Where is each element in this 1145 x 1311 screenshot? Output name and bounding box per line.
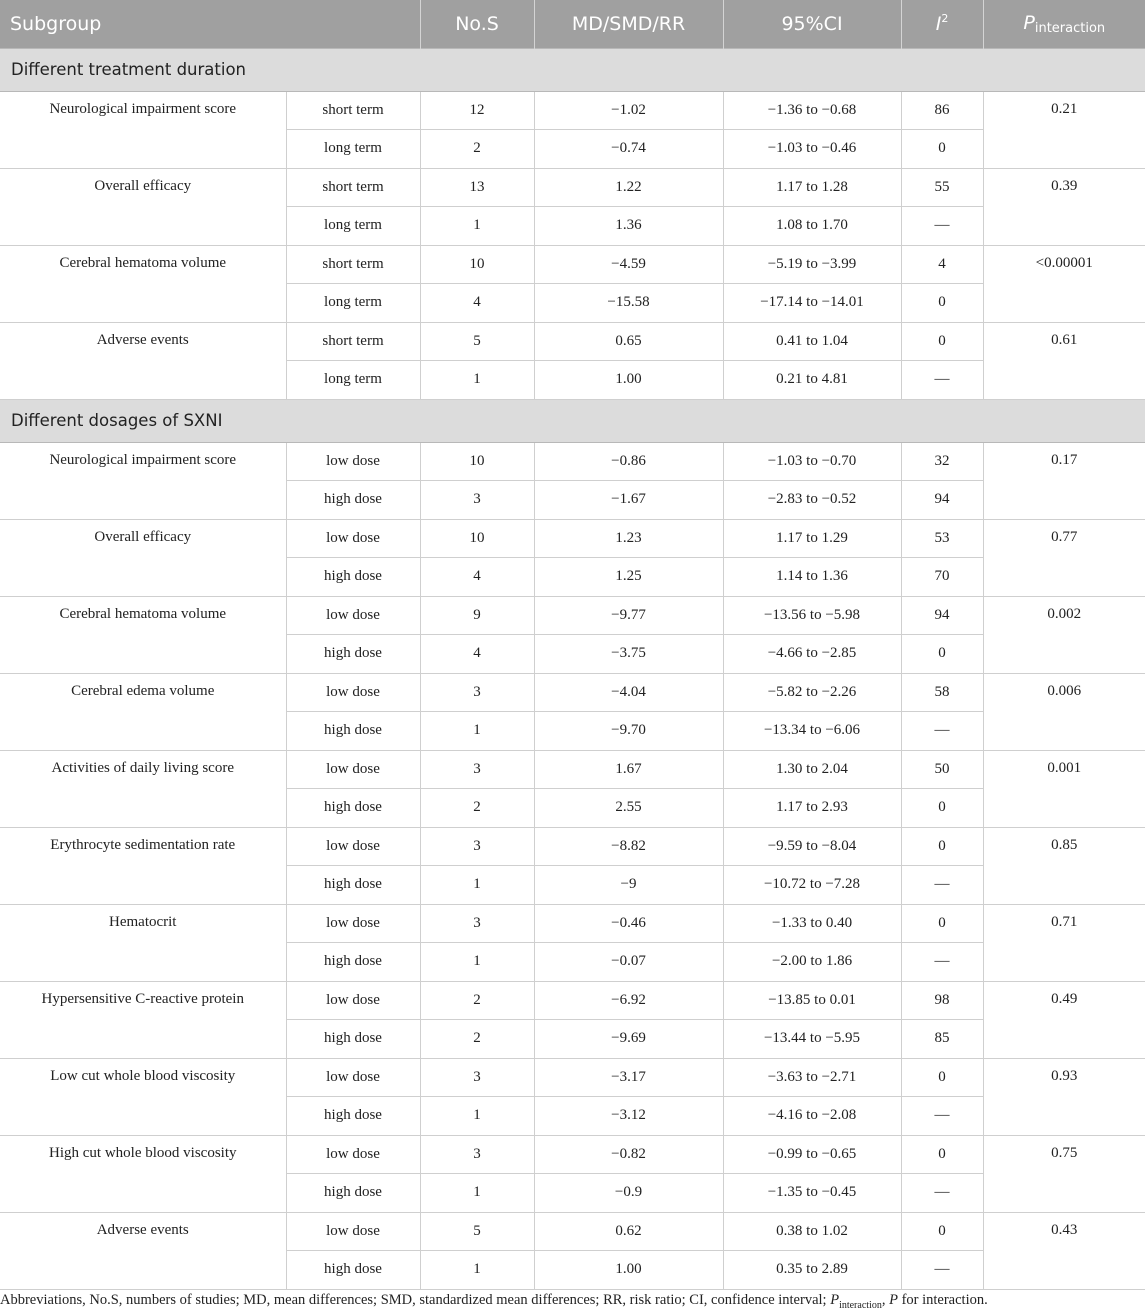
subgroup-cell: high dose bbox=[286, 481, 420, 520]
i-squared-cell: — bbox=[901, 1174, 983, 1213]
effect-size-cell: −6.92 bbox=[534, 981, 723, 1020]
header-confidence-interval: 95%CI bbox=[723, 0, 901, 48]
outcome-cell: Cerebral hematoma volume bbox=[0, 596, 286, 673]
study-count-cell: 1 bbox=[420, 1174, 534, 1213]
subgroup-cell: high dose bbox=[286, 866, 420, 905]
effect-size-cell: −0.74 bbox=[534, 130, 723, 169]
study-count-cell: 3 bbox=[420, 904, 534, 943]
i-squared-cell: 4 bbox=[901, 245, 983, 284]
effect-size-cell: −9.70 bbox=[534, 712, 723, 751]
effect-size-cell: 1.25 bbox=[534, 558, 723, 597]
i-squared-cell: 0 bbox=[901, 322, 983, 361]
header-p-interaction bbox=[983, 0, 1145, 48]
effect-size-cell: −0.86 bbox=[534, 442, 723, 481]
table-row bbox=[0, 1135, 1145, 1174]
outcome-cell: Neurological impairment score bbox=[0, 91, 286, 168]
ci-cell: −4.66 to −2.85 bbox=[723, 635, 901, 674]
outcome-cell: Hematocrit bbox=[0, 904, 286, 981]
table-row bbox=[0, 245, 1145, 284]
ci-cell: −13.34 to −6.06 bbox=[723, 712, 901, 751]
ci-cell: 1.17 to 2.93 bbox=[723, 789, 901, 828]
p-interaction-cell: 0.43 bbox=[983, 1212, 1145, 1289]
outcome-cell: Erythrocyte sedimentation rate bbox=[0, 827, 286, 904]
i-squared-cell: 32 bbox=[901, 442, 983, 481]
subgroup-cell: long term bbox=[286, 361, 420, 400]
effect-size-cell: 1.67 bbox=[534, 750, 723, 789]
p-symbol: P bbox=[1023, 11, 1035, 34]
i-squared-cell: — bbox=[901, 361, 983, 400]
study-count-cell: 5 bbox=[420, 1212, 534, 1251]
subgroup-cell: short term bbox=[286, 322, 420, 361]
table-row bbox=[0, 981, 1145, 1020]
outcome-cell: Hypersensitive C-reactive protein bbox=[0, 981, 286, 1058]
effect-size-cell: 1.23 bbox=[534, 519, 723, 558]
subgroup-cell: short term bbox=[286, 245, 420, 284]
i-squared-cell: 0 bbox=[901, 904, 983, 943]
i-squared-cell: 94 bbox=[901, 481, 983, 520]
study-count-cell: 4 bbox=[420, 284, 534, 323]
effect-size-cell: −1.02 bbox=[534, 91, 723, 130]
i-squared-cell: 55 bbox=[901, 168, 983, 207]
study-count-cell: 3 bbox=[420, 673, 534, 712]
effect-size-cell: 0.65 bbox=[534, 322, 723, 361]
study-count-cell: 1 bbox=[420, 361, 534, 400]
ci-cell: −4.16 to −2.08 bbox=[723, 1097, 901, 1136]
study-count-cell: 12 bbox=[420, 91, 534, 130]
effect-size-cell: 1.36 bbox=[534, 207, 723, 246]
table-row bbox=[0, 442, 1145, 481]
footnote-abbreviations: Abbreviations, No.S, numbers of studies; MD, mean differences; SMD, standardized mean differences; RR, risk ratio; CI, confidence interval; bbox=[0, 1292, 831, 1308]
study-count-cell: 1 bbox=[420, 712, 534, 751]
ci-cell: 1.08 to 1.70 bbox=[723, 207, 901, 246]
p-interaction-cell: 0.71 bbox=[983, 904, 1145, 981]
subgroup-cell: low dose bbox=[286, 519, 420, 558]
i-squared-cell: — bbox=[901, 207, 983, 246]
i-squared-cell: 85 bbox=[901, 1020, 983, 1059]
table-row bbox=[0, 904, 1145, 943]
header-row bbox=[0, 0, 1145, 48]
effect-size-cell: −9.77 bbox=[534, 596, 723, 635]
effect-size-cell: −15.58 bbox=[534, 284, 723, 323]
ci-cell: −5.82 to −2.26 bbox=[723, 673, 901, 712]
p-interaction-cell: 0.17 bbox=[983, 442, 1145, 519]
section-title: Different treatment duration bbox=[0, 48, 1145, 91]
subgroup-cell: high dose bbox=[286, 1174, 420, 1213]
i-squared-cell: 0 bbox=[901, 1212, 983, 1251]
study-count-cell: 1 bbox=[420, 943, 534, 982]
i-squared-exponent: 2 bbox=[941, 12, 949, 26]
study-count-cell: 10 bbox=[420, 442, 534, 481]
study-count-cell: 10 bbox=[420, 245, 534, 284]
study-count-cell: 4 bbox=[420, 558, 534, 597]
table-row bbox=[0, 1058, 1145, 1097]
outcome-cell: Adverse events bbox=[0, 322, 286, 399]
effect-size-cell: −8.82 bbox=[534, 827, 723, 866]
subgroup-cell: low dose bbox=[286, 981, 420, 1020]
subgroup-cell: high dose bbox=[286, 943, 420, 982]
i-squared-cell: 98 bbox=[901, 981, 983, 1020]
ci-cell: −2.83 to −0.52 bbox=[723, 481, 901, 520]
i-squared-cell: — bbox=[901, 943, 983, 982]
section-header-row bbox=[0, 48, 1145, 91]
study-count-cell: 1 bbox=[420, 1097, 534, 1136]
effect-size-cell: −3.17 bbox=[534, 1058, 723, 1097]
p-interaction-cell: 0.21 bbox=[983, 91, 1145, 168]
study-count-cell: 13 bbox=[420, 168, 534, 207]
section-title: Different dosages of SXNI bbox=[0, 399, 1145, 442]
subgroup-cell: high dose bbox=[286, 635, 420, 674]
i-squared-cell: 53 bbox=[901, 519, 983, 558]
ci-cell: −3.63 to −2.71 bbox=[723, 1058, 901, 1097]
study-count-cell: 3 bbox=[420, 750, 534, 789]
effect-size-cell: 1.00 bbox=[534, 1251, 723, 1290]
header-effect-size: MD/SMD/RR bbox=[534, 0, 723, 48]
effect-size-cell: −3.75 bbox=[534, 635, 723, 674]
ci-cell: 1.17 to 1.29 bbox=[723, 519, 901, 558]
subgroup-cell: low dose bbox=[286, 1212, 420, 1251]
study-count-cell: 1 bbox=[420, 866, 534, 905]
ci-cell: −13.44 to −5.95 bbox=[723, 1020, 901, 1059]
subgroup-cell: low dose bbox=[286, 904, 420, 943]
p-interaction-cell: 0.001 bbox=[983, 750, 1145, 827]
table-row bbox=[0, 827, 1145, 866]
effect-size-cell: −3.12 bbox=[534, 1097, 723, 1136]
effect-size-cell: 1.00 bbox=[534, 361, 723, 400]
effect-size-cell: 0.62 bbox=[534, 1212, 723, 1251]
p-subscript: interaction bbox=[1034, 20, 1106, 36]
subgroup-cell: low dose bbox=[286, 673, 420, 712]
p-interaction-cell: 0.61 bbox=[983, 322, 1145, 399]
effect-size-cell: −4.04 bbox=[534, 673, 723, 712]
subgroup-cell: high dose bbox=[286, 1020, 420, 1059]
ci-cell: −13.56 to −5.98 bbox=[723, 596, 901, 635]
p-interaction-cell: 0.006 bbox=[983, 673, 1145, 750]
table-row bbox=[0, 1212, 1145, 1251]
i-squared-cell: — bbox=[901, 712, 983, 751]
p-interaction-cell: 0.39 bbox=[983, 168, 1145, 245]
study-count-cell: 5 bbox=[420, 322, 534, 361]
effect-size-cell: −0.9 bbox=[534, 1174, 723, 1213]
effect-size-cell: −0.07 bbox=[534, 943, 723, 982]
table-footnote bbox=[0, 1292, 988, 1311]
subgroup-cell: low dose bbox=[286, 1058, 420, 1097]
i-squared-cell: — bbox=[901, 1251, 983, 1290]
subgroup-cell: short term bbox=[286, 91, 420, 130]
footnote-p-subscript: interaction bbox=[839, 1299, 882, 1311]
i-squared-cell: 0 bbox=[901, 1058, 983, 1097]
header-subgroup: Subgroup bbox=[0, 0, 420, 48]
subgroup-cell: high dose bbox=[286, 1097, 420, 1136]
outcome-cell: Neurological impairment score bbox=[0, 442, 286, 519]
i-squared-cell: 0 bbox=[901, 635, 983, 674]
study-count-cell: 2 bbox=[420, 789, 534, 828]
i-squared-cell: — bbox=[901, 1097, 983, 1136]
ci-cell: −1.03 to −0.70 bbox=[723, 442, 901, 481]
ci-cell: −1.36 to −0.68 bbox=[723, 91, 901, 130]
subgroup-cell: high dose bbox=[286, 558, 420, 597]
outcome-cell: Low cut whole blood viscosity bbox=[0, 1058, 286, 1135]
section-header-row bbox=[0, 399, 1145, 442]
i-squared-base: I bbox=[935, 13, 942, 36]
study-count-cell: 2 bbox=[420, 1020, 534, 1059]
footnote-end: for interaction. bbox=[897, 1292, 988, 1308]
i-squared-cell: 70 bbox=[901, 558, 983, 597]
table-row bbox=[0, 168, 1145, 207]
study-count-cell: 1 bbox=[420, 1251, 534, 1290]
i-squared-cell: — bbox=[901, 866, 983, 905]
table-row bbox=[0, 673, 1145, 712]
table-row bbox=[0, 519, 1145, 558]
effect-size-cell: −9.69 bbox=[534, 1020, 723, 1059]
i-squared-cell: 86 bbox=[901, 91, 983, 130]
subgroup-cell: high dose bbox=[286, 1251, 420, 1290]
ci-cell: −1.35 to −0.45 bbox=[723, 1174, 901, 1213]
subgroup-cell: low dose bbox=[286, 1135, 420, 1174]
outcome-cell: Adverse events bbox=[0, 1212, 286, 1289]
i-squared-cell: 0 bbox=[901, 1135, 983, 1174]
ci-cell: 0.38 to 1.02 bbox=[723, 1212, 901, 1251]
effect-size-cell: 1.22 bbox=[534, 168, 723, 207]
study-count-cell: 4 bbox=[420, 635, 534, 674]
ci-cell: 0.35 to 2.89 bbox=[723, 1251, 901, 1290]
outcome-cell: Overall efficacy bbox=[0, 168, 286, 245]
i-squared-cell: 50 bbox=[901, 750, 983, 789]
study-count-cell: 3 bbox=[420, 481, 534, 520]
subgroup-cell: low dose bbox=[286, 750, 420, 789]
study-count-cell: 3 bbox=[420, 1058, 534, 1097]
effect-size-cell: −4.59 bbox=[534, 245, 723, 284]
effect-size-cell: −0.46 bbox=[534, 904, 723, 943]
i-squared-cell: 94 bbox=[901, 596, 983, 635]
i-squared-cell: 0 bbox=[901, 827, 983, 866]
subgroup-cell: long term bbox=[286, 130, 420, 169]
subgroup-cell: long term bbox=[286, 284, 420, 323]
p-interaction-cell: 0.002 bbox=[983, 596, 1145, 673]
effect-size-cell: −0.82 bbox=[534, 1135, 723, 1174]
effect-size-cell: −9 bbox=[534, 866, 723, 905]
table-row bbox=[0, 750, 1145, 789]
footnote-p-symbol: P bbox=[830, 1292, 840, 1308]
i-squared-cell: 0 bbox=[901, 284, 983, 323]
ci-cell: −13.85 to 0.01 bbox=[723, 981, 901, 1020]
ci-cell: −1.03 to −0.46 bbox=[723, 130, 901, 169]
study-count-cell: 2 bbox=[420, 130, 534, 169]
study-count-cell: 3 bbox=[420, 1135, 534, 1174]
effect-size-cell: −1.67 bbox=[534, 481, 723, 520]
footnote-p-symbol-2: P bbox=[889, 1292, 898, 1308]
i-squared-cell: 58 bbox=[901, 673, 983, 712]
outcome-cell: Cerebral edema volume bbox=[0, 673, 286, 750]
ci-cell: −0.99 to −0.65 bbox=[723, 1135, 901, 1174]
study-count-cell: 2 bbox=[420, 981, 534, 1020]
ci-cell: −9.59 to −8.04 bbox=[723, 827, 901, 866]
ci-cell: 1.30 to 2.04 bbox=[723, 750, 901, 789]
study-count-cell: 3 bbox=[420, 827, 534, 866]
outcome-cell: Cerebral hematoma volume bbox=[0, 245, 286, 322]
footnote-separator: , bbox=[881, 1292, 890, 1308]
p-interaction-cell: 0.77 bbox=[983, 519, 1145, 596]
ci-cell: −2.00 to 1.86 bbox=[723, 943, 901, 982]
i-squared-cell: 0 bbox=[901, 789, 983, 828]
subgroup-cell: high dose bbox=[286, 789, 420, 828]
ci-cell: 1.17 to 1.28 bbox=[723, 168, 901, 207]
subgroup-cell: low dose bbox=[286, 442, 420, 481]
ci-cell: −5.19 to −3.99 bbox=[723, 245, 901, 284]
p-interaction-cell: 0.93 bbox=[983, 1058, 1145, 1135]
subgroup-cell: low dose bbox=[286, 596, 420, 635]
ci-cell: 1.14 to 1.36 bbox=[723, 558, 901, 597]
outcome-cell: Activities of daily living score bbox=[0, 750, 286, 827]
p-interaction-cell: 0.49 bbox=[983, 981, 1145, 1058]
p-interaction-cell: <0.00001 bbox=[983, 245, 1145, 322]
ci-cell: 0.41 to 1.04 bbox=[723, 322, 901, 361]
table-row bbox=[0, 596, 1145, 635]
effect-size-cell: 2.55 bbox=[534, 789, 723, 828]
ci-cell: −1.33 to 0.40 bbox=[723, 904, 901, 943]
subgroup-cell: low dose bbox=[286, 827, 420, 866]
ci-cell: −10.72 to −7.28 bbox=[723, 866, 901, 905]
subgroup-cell: high dose bbox=[286, 712, 420, 751]
ci-cell: −17.14 to −14.01 bbox=[723, 284, 901, 323]
study-count-cell: 9 bbox=[420, 596, 534, 635]
table-row bbox=[0, 91, 1145, 130]
table-row bbox=[0, 322, 1145, 361]
study-count-cell: 1 bbox=[420, 207, 534, 246]
p-interaction-cell: 0.85 bbox=[983, 827, 1145, 904]
header-i-squared bbox=[901, 0, 983, 48]
i-squared-cell: 0 bbox=[901, 130, 983, 169]
subgroup-cell: short term bbox=[286, 168, 420, 207]
outcome-cell: Overall efficacy bbox=[0, 519, 286, 596]
p-interaction-cell: 0.75 bbox=[983, 1135, 1145, 1212]
header-number-of-studies: No.S bbox=[420, 0, 534, 48]
study-count-cell: 10 bbox=[420, 519, 534, 558]
ci-cell: 0.21 to 4.81 bbox=[723, 361, 901, 400]
subgroup-cell: long term bbox=[286, 207, 420, 246]
outcome-cell: High cut whole blood viscosity bbox=[0, 1135, 286, 1212]
